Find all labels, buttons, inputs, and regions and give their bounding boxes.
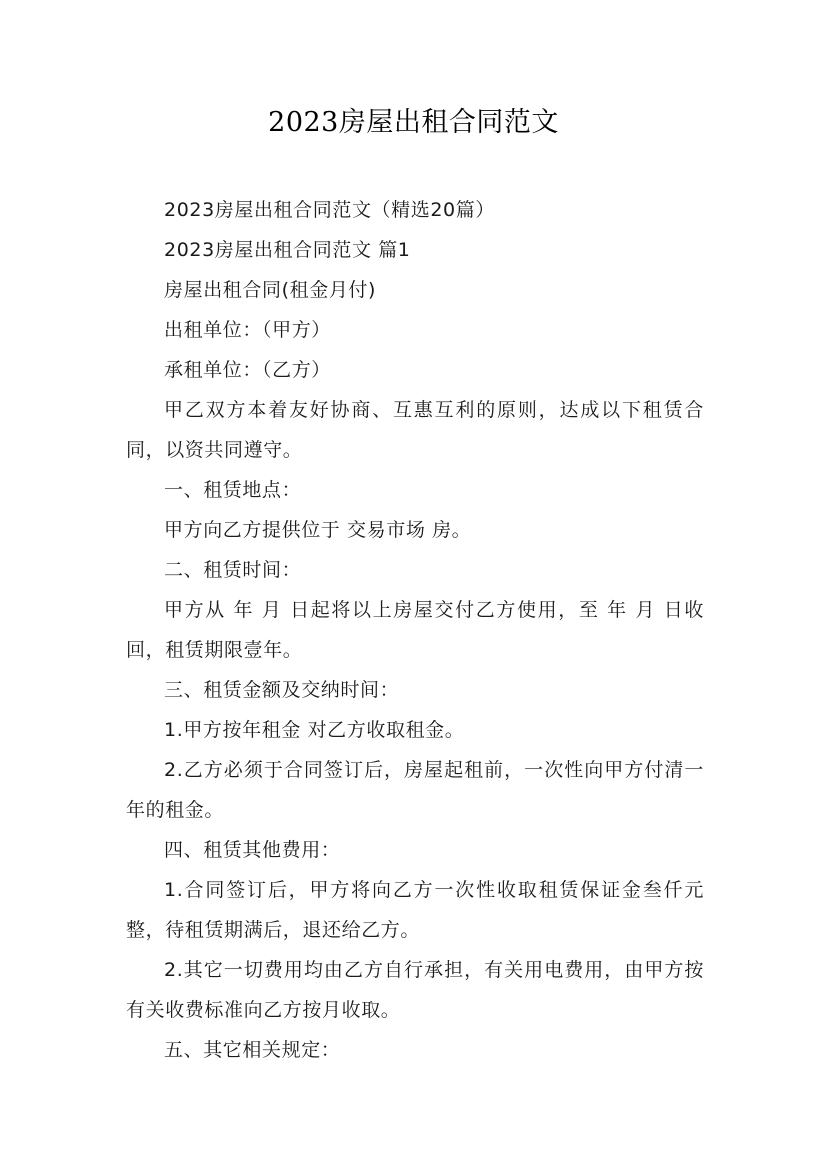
paragraph-section-2-heading: 二、租赁时间： <box>164 559 302 581</box>
paragraph-lessor: 出租单位：（甲方） <box>164 319 331 341</box>
paragraph-contract-name: 房屋出租合同(租金月付) <box>164 279 377 301</box>
paragraph-section-4-heading: 四、租赁其他费用： <box>164 839 341 861</box>
paragraph-section-4-item-1: 1.合同签订后，甲方将向乙方一次性收取租赁保证金叁仟元整，待租赁期满后，退还给乙方。 <box>126 879 704 941</box>
paragraph-lessee: 承租单位：（乙方） <box>164 359 331 381</box>
document-body <box>126 190 704 1070</box>
paragraph-preamble: 甲乙双方本着友好协商、互惠互利的原则，达成以下租赁合同，以资共同遵守。 <box>126 399 704 461</box>
paragraph-section-5-heading: 五、其它相关规定： <box>164 1039 341 1061</box>
paragraph-subtitle: 2023房屋出租合同范文（精选20篇） <box>164 199 495 221</box>
paragraph-article-heading: 2023房屋出租合同范文 篇1 <box>164 239 411 261</box>
paragraph-section-2-body: 甲方从 年 月 日起将以上房屋交付乙方使用，至 年 月 日收回，租赁期限壹年。 <box>126 599 704 661</box>
paragraph-section-1-heading: 一、租赁地点： <box>164 479 302 501</box>
paragraph-section-3-heading: 三、租赁金额及交纳时间： <box>164 679 400 701</box>
document-title: 2023房屋出租合同范文 <box>268 107 559 138</box>
paragraph-section-1-body: 甲方向乙方提供位于 交易市场 房。 <box>164 519 472 541</box>
paragraph-section-4-item-2: 2.其它一切费用均由乙方自行承担，有关用电费用，由甲方按有关收费标准向乙方按月收取。 <box>126 959 704 1021</box>
paragraph-section-3-item-1: 1.甲方按年租金 对乙方收取租金。 <box>164 719 465 741</box>
paragraph-section-3-item-2: 2.乙方必须于合同签订后，房屋起租前，一次性向甲方付清一年的租金。 <box>126 759 704 821</box>
